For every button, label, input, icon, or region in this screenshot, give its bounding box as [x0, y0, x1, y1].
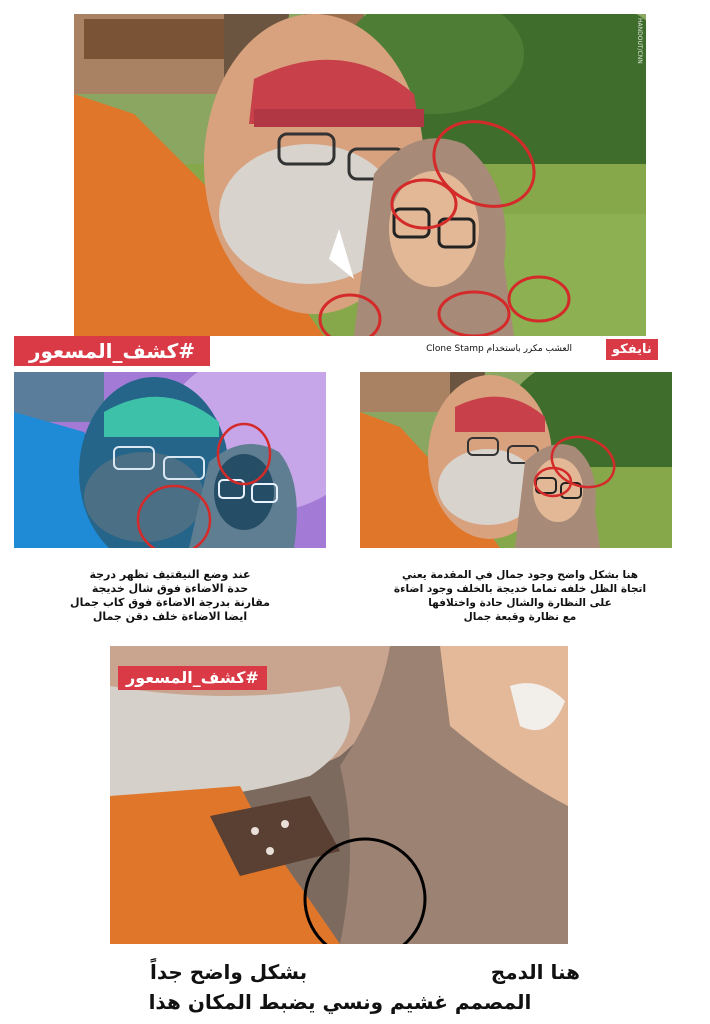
original-caption-line: هنا بشكل واضح وجود جمال في المقدمة يعني [401, 569, 639, 581]
merge-caption-clearly: بشكل واضح جداً [150, 960, 308, 984]
negative-caption-line: ايضا الاضاءة خلف دقن جمال [92, 610, 248, 623]
zoom-photo [110, 646, 568, 944]
merge-caption-here: هنا الدمج [490, 960, 580, 984]
brand-badge: نايفكو [606, 339, 658, 360]
original-photo [360, 372, 672, 548]
hashtag-badge: #كشف_المسعور [14, 336, 210, 366]
negative-caption-line: عند وضع النيقتيف تظهر درجة [89, 568, 251, 581]
original-caption-line: مع نظارة وقبعة جمال [463, 611, 577, 623]
negative-caption-line: حدة الاضاءة فوق شال خديجة [91, 582, 249, 595]
zoom-hashtag-badge: #كشف_المسعور [118, 666, 267, 690]
original-caption [360, 568, 680, 624]
zoom-scene [110, 646, 568, 944]
negative-caption [14, 568, 326, 624]
negative-scene [14, 372, 326, 548]
negative-photo [14, 372, 326, 548]
original-caption-line: اتجاة الظل خلفه تماما خديجة بالخلف وجود اضاءة [393, 583, 647, 595]
photo-watermark: HANDOUT/CNN [636, 18, 643, 64]
main-selfie-photo [74, 14, 646, 336]
original-caption-line: على النظارة والشال حادة واختلافها [428, 597, 612, 609]
negative-caption-line: مقارنة بدرجة الاضاءة فوق كاب جمال [70, 596, 270, 609]
merge-caption-line1 [150, 960, 580, 988]
merge-caption-line2: المصمم غشيم ونسي يضبط المكان هذا [148, 990, 532, 1014]
clone-stamp-annotation: العشب مكرر باستخدام Clone Stamp [426, 344, 572, 354]
main-selfie-scene [74, 14, 646, 336]
original-scene [360, 372, 672, 548]
